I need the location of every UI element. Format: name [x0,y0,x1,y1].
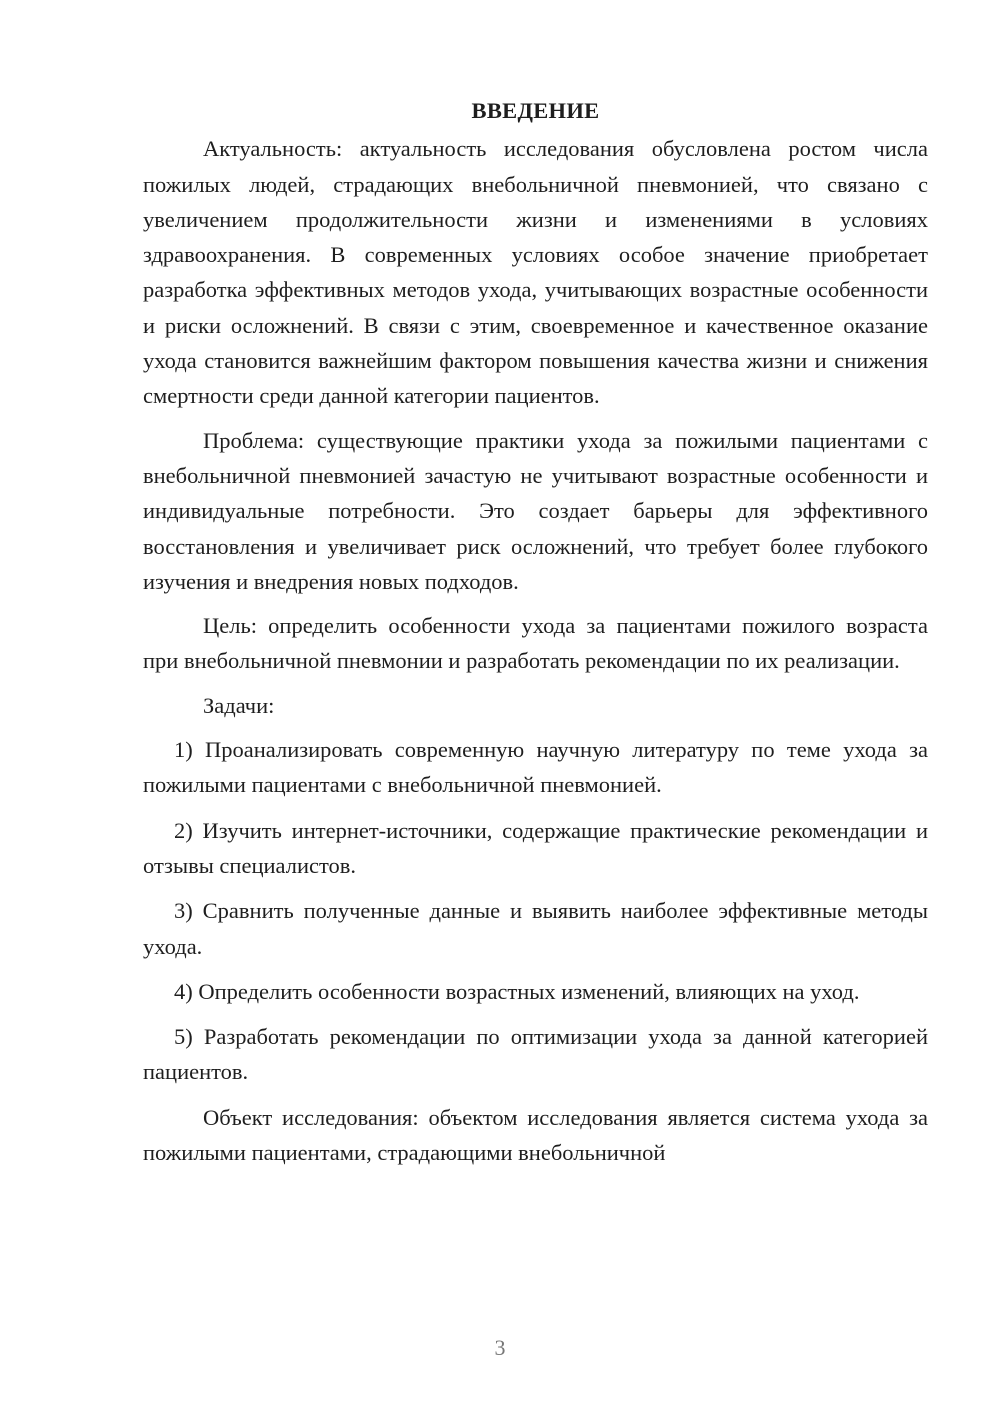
task-item: 2) Изучить интернет-источники, содержащие практические рекомендации и отзывы специалистов. [143,817,928,878]
problem-paragraph: Проблема: существующие практики ухода за пожилыми пациентами с внебольничной пневмонией зачастую не учитывают возрастные особенности и индивидуальные потребности. Это создает барьеры для эффективного восстановления и увеличивает риск осложнений, что требует более глубокого изучения и внедрения новых подходов. [143,427,928,594]
task-item: 5) Разработать рекомендации по оптимизации ухода за данной категорией пациентов. [143,1024,928,1085]
goal-paragraph: Цель: определить особенности ухода за пациентами пожилого возраста при внебольничной пневмонии и разработать рекомендации по их реализации. [143,613,928,674]
page-number: 3 [494,1335,506,1360]
object-paragraph: Объект исследования: объектом исследования является система ухода за пожилыми пациентами, страдающими внебольничной [143,1104,928,1166]
tasks-heading: Задачи: [203,692,275,718]
page-content [143,93,928,1179]
task-item: 4) Определить особенности возрастных изменений, влияющих на уход. [174,978,860,1004]
relevance-paragraph: Актуальность: актуальность исследования обусловлена ростом числа пожилых людей, страдающих внебольничной пневмонией, что связано с увеличением продолжительности жизни и изменениями в условиях здравоохранения. В современных условиях особое значение приобретает разработка эффективных методов ухода, учитывающих возрастные особенности и риски осложнений. В связи с этим, своевременное и качественное оказание ухода становится важнейшим фактором повышения качества жизни и снижения смертности среди данной категории пациентов. [143,136,928,409]
page-title: ВВЕДЕНИЕ [471,98,600,123]
task-item: 3) Сравнить полученные данные и выявить наиболее эффективные методы ухода. [143,898,928,959]
task-item: 1) Проанализировать современную научную литературу по теме ухода за пожилыми пациентами с внебольничной пневмонией. [143,737,928,798]
